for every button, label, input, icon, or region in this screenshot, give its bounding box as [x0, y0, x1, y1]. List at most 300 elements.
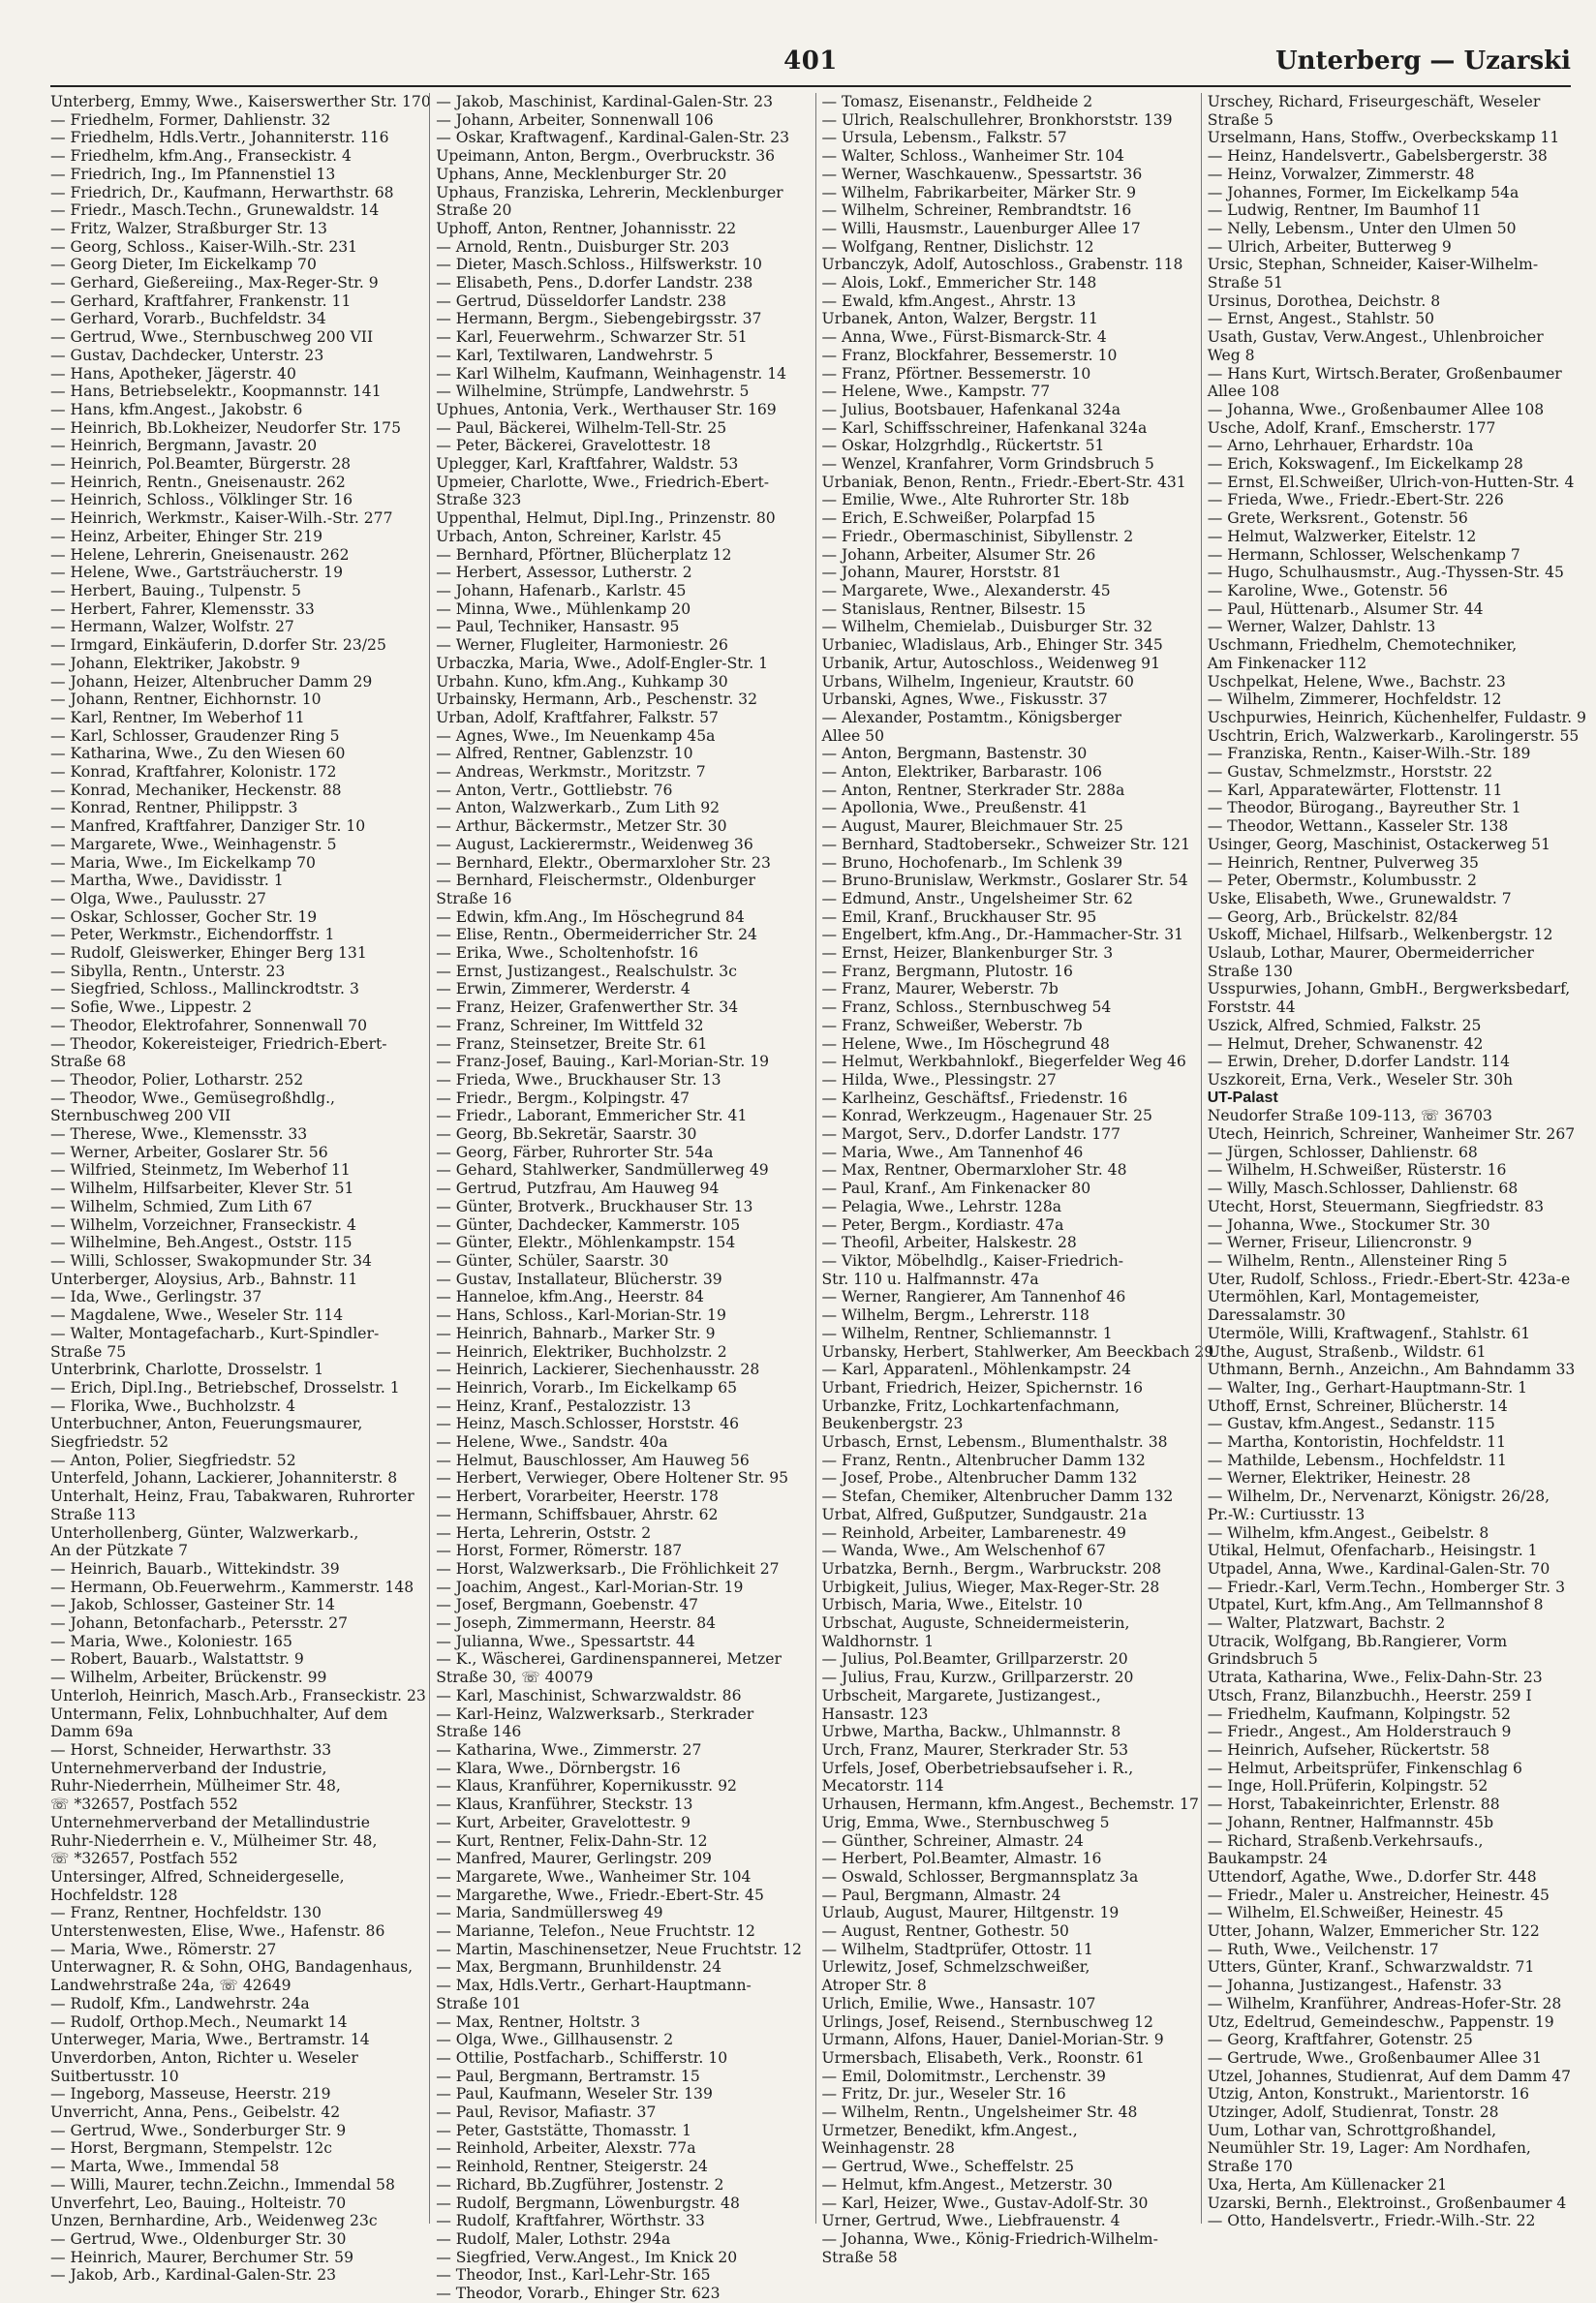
directory-entry: — Wilhelm, Arbeiter, Brückenstr. 99: [50, 1669, 327, 1687]
directory-entry: Unterbuchner, Anton, Feuerungsmaurer,: [50, 1415, 363, 1433]
directory-entry: — Maria, Wwe., Römerstr. 27: [50, 1940, 277, 1958]
directory-entry: — Ottilie, Postfacharb., Schifferstr. 10: [436, 2048, 728, 2067]
directory-entry: — Rudolf, Gleiswerker, Ehinger Berg 131: [50, 944, 367, 963]
directory-entry: — Johann, Rentner, Halfmannstr. 45b: [1207, 1813, 1494, 1831]
directory-entry: — Jürgen, Schlosser, Dahlienstr. 68: [1207, 1143, 1478, 1161]
directory-entry: — Ulrich, Realschullehrer, Bronkhorststr. 139: [821, 110, 1173, 129]
directory-entry: — Georg, Bb.Sekretär, Saarstr. 30: [436, 1125, 697, 1144]
directory-entry: — Heinrich, Bb.Lokheizer, Neudorfer Str. 175: [50, 418, 402, 437]
directory-entry: — Franz, Schreiner, Im Wittfeld 32: [436, 1016, 704, 1034]
directory-entry: Forststr. 44: [1207, 998, 1296, 1017]
directory-entry: Sternbuschweg 200 VII: [50, 1107, 231, 1125]
directory-entry: — Emil, Dolomitmstr., Lerchenstr. 39: [821, 2067, 1106, 2085]
directory-entry: — Herbert, Fahrer, Klemensstr. 33: [50, 599, 315, 618]
directory-entry: — Heinrich, Maurer, Berchumer Str. 59: [50, 2248, 354, 2266]
directory-entry: Straße 113: [50, 1505, 137, 1523]
directory-entry: — Manfred, Maurer, Gerlingstr. 209: [436, 1850, 712, 1868]
column-3: [815, 93, 1214, 2266]
directory-entry: — Gustav, Dachdecker, Unterstr. 23: [50, 346, 324, 364]
directory-entry: — Bernhard, Fleischermstr., Oldenburger: [436, 872, 755, 890]
directory-entry: — Friedr., Maler u. Anstreicher, Heinestr. 45: [1207, 1886, 1550, 1904]
directory-entry: Uschtrin, Erich, Walzwerkarb., Karolingerstr. 55: [1207, 726, 1580, 745]
directory-entry: — Gerhard, Kraftfahrer, Frankenstr. 11: [50, 292, 352, 310]
directory-entry: Unternehmerverband der Metallindustrie: [50, 1813, 371, 1831]
directory-entry: Urbaniak, Benon, Rentn., Friedr.-Ebert-Str. 431: [821, 473, 1186, 491]
directory-entry: — Hans, kfm.Angest., Jakobstr. 6: [50, 400, 303, 418]
directory-entry: — Gertrud, Düsseldorfer Landstr. 238: [436, 292, 726, 310]
directory-entry: Uthe, August, Straßenb., Wildstr. 61: [1207, 1342, 1487, 1361]
directory-entry: Damm 69a: [50, 1723, 134, 1741]
directory-entry: — Agnes, Wwe., Im Neuenkamp 45a: [436, 726, 716, 745]
directory-entry: — Wilhelm, El.Schweißer, Heinestr. 45: [1207, 1904, 1504, 1922]
directory-entry: — Horst, Tabakeinrichter, Erlenstr. 88: [1207, 1796, 1500, 1814]
directory-entry: Utzig, Anton, Konstrukt., Marientorstr. 16: [1207, 2085, 1530, 2103]
directory-entry: — Oswald, Schlosser, Bergmannsplatz 3a: [821, 1867, 1139, 1886]
directory-entry: — Gertrud, Wwe., Scheffelstr. 25: [821, 2158, 1075, 2176]
directory-entry: Straße 30, ☏ 40079: [436, 1669, 594, 1687]
directory-entry: — Alois, Lokf., Emmericher Str. 148: [821, 274, 1097, 292]
directory-entry: — Gertrud, Wwe., Oldenburger Str. 30: [50, 2229, 347, 2248]
directory-entry: — Johannes, Former, Im Eickelkamp 54a: [1207, 183, 1519, 201]
directory-entry: — Günther, Schreiner, Almastr. 24: [821, 1831, 1084, 1850]
directory-entry: — Bernhard, Stadtobersekr., Schweizer Str. 121: [821, 835, 1191, 853]
directory-entry: — Margarete, Wwe., Alexanderstr. 45: [821, 581, 1111, 599]
directory-entry: Urbatzka, Bernh., Bergm., Warbruckstr. 208: [821, 1559, 1162, 1578]
directory-entry: — Herta, Lehrerin, Oststr. 2: [436, 1523, 652, 1542]
directory-entry: UT-Palast: [1207, 1089, 1278, 1106]
directory-entry: — Friedrich, Ing., Im Pfannenstiel 13: [50, 165, 336, 183]
directory-entry: — Elisabeth, Pens., D.dorfer Landstr. 238: [436, 274, 753, 292]
directory-entry: — Paul, Bergmann, Bertramstr. 15: [436, 2067, 700, 2085]
directory-entry: Neumühler Str. 19, Lager: Am Nordhafen,: [1207, 2139, 1531, 2158]
directory-entry: — Gustav, Installateur, Blücherstr. 39: [436, 1270, 722, 1288]
directory-entry: Urbat, Alfred, Gußputzer, Sundgaustr. 21a: [821, 1505, 1148, 1523]
directory-entry: — Paul, Bergmann, Almastr. 24: [821, 1886, 1061, 1904]
directory-entry: Str. 110 u. Halfmannstr. 47a: [821, 1270, 1039, 1288]
directory-entry: — Friedr., Bergm., Kolpingstr. 47: [436, 1089, 691, 1107]
directory-entry: — Florika, Wwe., Buchholzstr. 4: [50, 1397, 296, 1415]
directory-entry: Urban, Adolf, Kraftfahrer, Falkstr. 57: [436, 708, 719, 726]
directory-entry: — Erich, Kokswagenf., Im Eickelkamp 28: [1207, 455, 1523, 474]
directory-entry: Unternehmerverband der Industrie,: [50, 1759, 327, 1777]
directory-entry: Urbscheit, Margarete, Justizangest.,: [821, 1686, 1101, 1704]
directory-entry: Urmetzer, Benedikt, kfm.Angest.,: [821, 2121, 1078, 2139]
directory-entry: Unverricht, Anna, Pens., Geibelstr. 42: [50, 2103, 341, 2122]
directory-entry: — Ernst, Justizangest., Realschulstr. 3c: [436, 962, 737, 980]
directory-entry: Weinhagenstr. 28: [821, 2139, 955, 2158]
directory-entry: — Julius, Frau, Kurzw., Grillparzerstr. 20: [821, 1669, 1134, 1687]
directory-entry: Uphans, Anne, Mecklenburger Str. 20: [436, 165, 727, 183]
directory-entry: — Franziska, Rentn., Kaiser-Wilh.-Str. 189: [1207, 745, 1531, 763]
directory-entry: — Siegfried, Verw.Angest., Im Knick 20: [436, 2248, 738, 2266]
directory-entry: — Gertrud, Wwe., Sonderburger Str. 9: [50, 2121, 347, 2139]
directory-entry: Ursic, Stephan, Schneider, Kaiser-Wilhelm-: [1207, 256, 1539, 274]
directory-entry: — Wanda, Wwe., Am Welschenhof 67: [821, 1542, 1106, 1560]
directory-entry: Usinger, Georg, Maschinist, Ostackerweg 51: [1207, 835, 1551, 853]
directory-entry: Uttendorf, Agathe, Wwe., D.dorfer Str. 448: [1207, 1867, 1537, 1886]
directory-entry: — Martha, Wwe., Davidisstr. 1: [50, 872, 284, 890]
directory-entry: Utermöhlen, Karl, Montagemeister,: [1207, 1288, 1480, 1306]
directory-entry: — Erika, Wwe., Scholtenhofstr. 16: [436, 944, 699, 963]
directory-entry: Landwehrstraße 24a, ☏ 42649: [50, 1977, 292, 1995]
directory-entry: — Elise, Rentn., Obermeiderricher Str. 24: [436, 926, 757, 944]
directory-entry: — Wilhelm, Chemielab., Duisburger Str. 32: [821, 618, 1153, 636]
directory-entry: — Heinrich, Elektriker, Buchholzstr. 2: [436, 1342, 727, 1361]
directory-entry: — Kurt, Rentner, Felix-Dahn-Str. 12: [436, 1831, 708, 1850]
directory-entry: Urbansky, Herbert, Stahlwerker, Am Beeckbach 29: [821, 1342, 1214, 1361]
directory-entry: Unterberger, Aloysius, Arb., Bahnstr. 11: [50, 1270, 358, 1288]
directory-entry: — Paul, Kaufmann, Weseler Str. 139: [436, 2085, 713, 2103]
directory-entry: — Karl, Schlosser, Graudenzer Ring 5: [50, 726, 340, 745]
directory-entry: — Heinrich, Pol.Beamter, Bürgerstr. 28: [50, 455, 352, 474]
directory-entry: — Reinhold, Rentner, Steigerstr. 24: [436, 2158, 708, 2176]
directory-entry: Utpadel, Anna, Wwe., Kardinal-Galen-Str. 70: [1207, 1559, 1550, 1578]
directory-entry: — Georg, Schloss., Kaiser-Wilh.-Str. 231: [50, 237, 358, 256]
directory-entry: — Katharina, Wwe., Zimmerstr. 27: [436, 1740, 702, 1759]
running-head: Unterberg — Uzarski: [1274, 46, 1571, 76]
directory-entry: — Hans, Apotheker, Jägerstr. 40: [50, 364, 296, 383]
directory-entry: — Johann, Rentner, Eichhornstr. 10: [50, 691, 322, 709]
directory-entry: Baukampstr. 24: [1207, 1850, 1328, 1868]
directory-entry: — Rudolf, Bergmann, Löwenburgstr. 48: [436, 2194, 740, 2212]
directory-entry: — Wilhelm, Schreiner, Rembrandtstr. 16: [821, 201, 1132, 220]
directory-entry: — Theodor, Vorarb., Ehinger Str. 623: [436, 2285, 721, 2303]
directory-entry: Utermöle, Willi, Kraftwagenf., Stahlstr. 61: [1207, 1324, 1531, 1342]
directory-entry: — Margot, Serv., D.dorfer Landstr. 177: [821, 1125, 1121, 1144]
directory-entry: Uphaus, Franziska, Lehrerin, Mecklenburger: [436, 183, 783, 201]
directory-entry: — Günter, Brotverk., Bruckhauser Str. 13: [436, 1197, 753, 1215]
directory-entry: — Werner, Waschkauenw., Spessartstr. 36: [821, 165, 1143, 183]
directory-entry: — Peter, Bäckerei, Gravelottestr. 18: [436, 437, 711, 455]
directory-entry: — Klaus, Kranführer, Kopernikusstr. 92: [436, 1777, 737, 1796]
directory-entry: — Robert, Bauarb., Walstattstr. 9: [50, 1650, 304, 1669]
directory-entry: — Josef, Bergmann, Goebenstr. 47: [436, 1596, 699, 1614]
directory-entry: — Herbert, Pol.Beamter, Almastr. 16: [821, 1850, 1102, 1868]
directory-entry: An der Pützkate 7: [50, 1542, 189, 1560]
directory-entry: — Karl, Apparatewärter, Flottenstr. 11: [1207, 781, 1503, 799]
directory-entry: — Margarete, Wwe., Weinhagenstr. 5: [50, 835, 337, 853]
directory-entry: Unterberg, Emmy, Wwe., Kaiserswerther Str. 170: [50, 93, 431, 110]
directory-entry: Urner, Gertrud, Wwe., Liebfrauenstr. 4: [821, 2212, 1120, 2230]
directory-entry: — Ernst, Angest., Stahlstr. 50: [1207, 310, 1435, 328]
directory-entry: — Theodor, Inst., Karl-Lehr-Str. 165: [436, 2266, 711, 2285]
directory-entry: Uum, Lothar van, Schrottgroßhandel,: [1207, 2121, 1497, 2139]
page-number: 401: [783, 46, 838, 76]
directory-entry: — Stanislaus, Rentner, Bilsestr. 15: [821, 599, 1087, 618]
directory-entry: — Klaus, Kranführer, Steckstr. 13: [436, 1796, 693, 1814]
directory-entry: — Maria, Wwe., Koloniestr. 165: [50, 1632, 292, 1650]
directory-entry: — Hermann, Ob.Feuerwehrm., Kammerstr. 148: [50, 1578, 414, 1596]
directory-entry: Beukenbergstr. 23: [821, 1415, 964, 1433]
directory-entry: — Hans, Betriebselektr., Koopmannstr. 141: [50, 383, 382, 401]
directory-entry: Uplegger, Karl, Kraftfahrer, Waldstr. 53: [436, 455, 739, 474]
directory-entry: — Wilhelm, H.Schweißer, Rüsterstr. 16: [1207, 1161, 1507, 1180]
directory-entry: Usath, Gustav, Verw.Angest., Uhlenbroicher: [1207, 328, 1544, 347]
directory-entry: ☏ *32657, Postfach 552: [50, 1850, 238, 1868]
directory-entry: — Karl-Heinz, Walzwerksarb., Sterkrader: [436, 1704, 754, 1723]
directory-entry: Unverdorben, Anton, Richter u. Weseler: [50, 2048, 358, 2067]
directory-entry: — Apollonia, Wwe., Preußenstr. 41: [821, 799, 1089, 817]
directory-entry: — Johanna, Justizangest., Hafenstr. 33: [1207, 1977, 1502, 1995]
directory-entry: Straße 101: [436, 1994, 522, 2012]
directory-entry: — Maria, Sandmüllersweg 49: [436, 1904, 663, 1922]
directory-entry: Mecatorstr. 114: [821, 1777, 944, 1796]
directory-entry: Straße 58: [821, 2248, 898, 2266]
directory-entry: Straße 130: [1207, 962, 1293, 980]
directory-entry: — Johanna, Wwe., Stockumer Str. 30: [1207, 1215, 1490, 1234]
directory-entry: — Wilhelm, Dr., Nervenarzt, Königstr. 26/28,: [1207, 1488, 1550, 1506]
directory-entry: — Marta, Wwe., Immendal 58: [50, 2158, 280, 2176]
directory-entry: Uthoff, Ernst, Schreiner, Blücherstr. 14: [1207, 1397, 1508, 1415]
directory-entry: Utecht, Horst, Steuermann, Siegfriedstr. 83: [1207, 1197, 1545, 1215]
directory-entry: — Oskar, Holzgrhdlg., Rückertstr. 51: [821, 437, 1105, 455]
directory-entry: — Helene, Wwe., Im Höschegrund 48: [821, 1034, 1110, 1053]
directory-entry: — Friedr., Masch.Techn., Grunewaldstr. 14: [50, 201, 380, 220]
directory-entry: — Johann, Arbeiter, Alsumer Str. 26: [821, 545, 1096, 564]
directory-entry: — Konrad, Mechaniker, Heckenstr. 88: [50, 781, 342, 799]
directory-entry: — Arnold, Rentn., Duisburger Str. 203: [436, 237, 730, 256]
directory-entry: — Oskar, Kraftwagenf., Kardinal-Galen-Str. 23: [436, 129, 790, 147]
directory-entry: Urbanek, Anton, Walzer, Bergstr. 11: [821, 310, 1098, 328]
directory-entry: — Anna, Wwe., Fürst-Bismarck-Str. 4: [821, 328, 1107, 347]
directory-entry: — Bernhard, Pförtner, Blücherplatz 12: [436, 545, 732, 564]
directory-entry: — Heinrich, Rentner, Pulverweg 35: [1207, 853, 1479, 872]
directory-entry: — Rudolf, Maler, Lothstr. 294a: [436, 2229, 671, 2248]
directory-entry: — Franz, Schloss., Sternbuschweg 54: [821, 998, 1112, 1017]
directory-entry: — Franz, Maurer, Weberstr. 7b: [821, 980, 1059, 998]
directory-entry: Urschey, Richard, Friseurgeschäft, Weseler: [1207, 93, 1541, 110]
directory-entry: — Erich, Dipl.Ing., Betriebschef, Drosselstr. 1: [50, 1378, 400, 1397]
directory-entry: — Paul, Kranf., Am Finkenacker 80: [821, 1180, 1091, 1198]
directory-entry: — Friedhelm, Former, Dahlienstr. 32: [50, 110, 331, 129]
directory-entry: Neudorfer Straße 109-113, ☏ 36703: [1207, 1107, 1492, 1125]
directory-entry: — Helene, Wwe., Kampstr. 77: [821, 383, 1051, 401]
directory-entry: — Ruth, Wwe., Veilchenstr. 17: [1207, 1940, 1439, 1958]
directory-entry: — Günter, Elektr., Möhlenkampstr. 154: [436, 1234, 736, 1252]
directory-entry: Urlings, Josef, Reisend., Sternbuschweg 12: [821, 2012, 1153, 2031]
directory-entry: — Olga, Wwe., Gillhausenstr. 2: [436, 2031, 674, 2049]
directory-entry: — Georg Dieter, Im Eickelkamp 70: [50, 256, 317, 274]
directory-entry: — Ernst, Heizer, Blankenburger Str. 3: [821, 944, 1114, 963]
directory-entry: — Julianna, Wwe., Spessartstr. 44: [436, 1632, 695, 1650]
directory-entry: — Anton, Polier, Siegfriedstr. 52: [50, 1451, 296, 1469]
directory-entry: — Karl, Apparatenl., Möhlenkampstr. 24: [821, 1361, 1131, 1379]
directory-entry: — Ewald, kfm.Angest., Ahrstr. 13: [821, 292, 1077, 310]
directory-entry: — Helmut, kfm.Angest., Metzerstr. 30: [821, 2175, 1113, 2194]
directory-entry: — Johanna, Wwe., Großenbaumer Allee 108: [1207, 400, 1545, 418]
directory-entry: — Ingeborg, Masseuse, Heerstr. 219: [50, 2085, 331, 2103]
directory-entry: — Walter, Platzwart, Bachstr. 2: [1207, 1614, 1446, 1633]
directory-entry: — Hermann, Schiffsbauer, Ahrstr. 62: [436, 1505, 719, 1523]
directory-entry: — Ida, Wwe., Gerlingstr. 37: [50, 1288, 262, 1306]
directory-entry: Urbant, Friedrich, Heizer, Spichernstr. 16: [821, 1378, 1144, 1397]
directory-entry: — Richard, Bb.Zugführer, Jostenstr. 2: [436, 2175, 724, 2194]
directory-entry: — Therese, Wwe., Klemensstr. 33: [50, 1125, 308, 1144]
directory-entry: Uschpurwies, Heinrich, Küchenhelfer, Fuldastr. 9: [1207, 708, 1586, 726]
directory-entry: — Franz-Josef, Bauing., Karl-Morian-Str. 19: [436, 1053, 770, 1071]
directory-entry: — Sibylla, Rentn., Unterstr. 23: [50, 962, 286, 980]
directory-entry: — Gehard, Stahlwerker, Sandmüllerweg 49: [436, 1161, 769, 1180]
directory-entry: Waldhornstr. 1: [821, 1632, 935, 1650]
directory-entry: Unverfehrt, Leo, Bauing., Holteistr. 70: [50, 2194, 347, 2212]
directory-entry: Urlich, Emilie, Wwe., Hansastr. 107: [821, 1994, 1096, 2012]
directory-entry: — Karl Wilhelm, Kaufmann, Weinhagenstr. 14: [436, 364, 787, 383]
directory-entry: — Theodor, Polier, Lotharstr. 252: [50, 1070, 304, 1089]
directory-entry: — Friedr., Angest., Am Holderstrauch 9: [1207, 1723, 1512, 1741]
directory-entry: — Gertrud, Putzfrau, Am Hauweg 94: [436, 1180, 720, 1198]
directory-entry: — Franz, Rentn., Altenbrucher Damm 132: [821, 1451, 1146, 1469]
directory-entry: — Max, Rentner, Obermarxloher Str. 48: [821, 1161, 1127, 1180]
directory-entry: — Martin, Maschinensetzer, Neue Fruchtstr. 12: [436, 1940, 802, 1958]
directory-entry: — Sofie, Wwe., Lippestr. 2: [50, 998, 253, 1017]
directory-entry: Urbasch, Ernst, Lebensm., Blumenthalstr. 38: [821, 1433, 1168, 1452]
directory-entry: Straße 51: [1207, 274, 1283, 292]
directory-entry: — Oskar, Schlosser, Gocher Str. 19: [50, 907, 318, 926]
directory-entry: — Johann, Heizer, Altenbrucher Damm 29: [50, 672, 373, 691]
directory-entry: — Rudolf, Kraftfahrer, Wörthstr. 33: [436, 2212, 705, 2230]
directory-entry: — Inge, Holl.Prüferin, Kolpingstr. 52: [1207, 1777, 1489, 1796]
directory-entry: — Siegfried, Schloss., Mallinckrodtstr. 3: [50, 980, 359, 998]
directory-entry: ☏ *32657, Postfach 552: [50, 1796, 238, 1814]
directory-entry: — Gertrud, Wwe., Sternbuschweg 200 VII: [50, 328, 374, 347]
directory-entry: — Viktor, Möbelhdlg., Kaiser-Friedrich-: [821, 1252, 1124, 1270]
directory-entry: Uter, Rudolf, Schloss., Friedr.-Ebert-Str. 423a-e: [1207, 1270, 1571, 1288]
directory-entry: — Paul, Hüttenarb., Alsumer Str. 44: [1207, 599, 1484, 618]
directory-entry: — Wilhelm, Bergm., Lehrerstr. 118: [821, 1306, 1090, 1325]
directory-entry: — Franz, Rentner, Hochfeldstr. 130: [50, 1904, 322, 1922]
directory-entry: — Theodor, Kokereisteiger, Friedrich-Ebert-: [50, 1034, 387, 1053]
directory-entry: Utracik, Wolfgang, Bb.Rangierer, Vorm: [1207, 1632, 1508, 1650]
directory-entry: — Franz, Schweißer, Weberstr. 7b: [821, 1016, 1083, 1034]
directory-entry: — Alfred, Rentner, Gablenzstr. 10: [436, 745, 693, 763]
directory-entry: — Wilhelm, kfm.Angest., Geibelstr. 8: [1207, 1523, 1489, 1542]
directory-entry: Unterloh, Heinrich, Masch.Arb., Franseckistr. 23: [50, 1686, 426, 1704]
directory-entry: — Werner, Flugleiter, Harmoniestr. 26: [436, 636, 728, 655]
directory-entry: — Karl, Feuerwehrm., Schwarzer Str. 51: [436, 328, 748, 347]
directory-entry: — Frieda, Wwe., Bruckhauser Str. 13: [436, 1070, 721, 1089]
directory-entry: — Max, Hdls.Vertr., Gerhart-Hauptmann-: [436, 1977, 752, 1995]
directory-entry: Straße 68: [50, 1053, 127, 1071]
directory-entry: — Arthur, Bäckermstr., Metzer Str. 30: [436, 817, 727, 836]
directory-entry: — Karl, Heizer, Wwe., Gustav-Adolf-Str. 30: [821, 2194, 1149, 2212]
directory-entry: Upeimann, Anton, Bergm., Overbruckstr. 36: [436, 147, 776, 166]
directory-entry: Daressalamstr. 30: [1207, 1306, 1346, 1325]
directory-entry: Unterstenwesten, Elise, Wwe., Hafenstr. 86: [50, 1922, 385, 1941]
directory-entry: Straße 323: [436, 491, 522, 509]
directory-entry: — Emil, Kranf., Bruckhauser Str. 95: [821, 907, 1097, 926]
directory-entry: — Andreas, Werkmstr., Moritzstr. 7: [436, 763, 706, 782]
directory-entry: — Johann, Betonfacharb., Petersstr. 27: [50, 1614, 349, 1633]
directory-entry: — Joachim, Angest., Karl-Morian-Str. 19: [436, 1578, 744, 1596]
directory-entry: — Reinhold, Arbeiter, Lambarenestr. 49: [821, 1523, 1126, 1542]
directory-entry: — Frieda, Wwe., Friedr.-Ebert-Str. 226: [1207, 491, 1504, 509]
directory-entry: — Nelly, Lebensm., Unter den Ulmen 50: [1207, 219, 1517, 237]
directory-entry: Allee 108: [1207, 383, 1280, 401]
directory-entry: — Paul, Revisor, Mafiastr. 37: [436, 2103, 657, 2122]
directory-entry: — August, Maurer, Bleichmauer Str. 25: [821, 817, 1123, 836]
directory-entry: — Gerhard, Vorarb., Buchfeldstr. 34: [50, 310, 326, 328]
directory-entry: Urfels, Josef, Oberbetriebsaufseher i. R.,: [821, 1759, 1134, 1777]
directory-entry: — Walter, Schloss., Wanheimer Str. 104: [821, 147, 1124, 166]
directory-entry: — Manfred, Kraftfahrer, Danziger Str. 10: [50, 817, 366, 836]
directory-entry: — Franz, Pförtner. Bessemerstr. 10: [821, 364, 1091, 383]
directory-entry: — Johann, Maurer, Horststr. 81: [821, 564, 1062, 582]
directory-entry: — Peter, Werkmstr., Eichendorffstr. 1: [50, 926, 335, 944]
directory-entry: — Helmut, Bauschlosser, Am Hauweg 56: [436, 1451, 750, 1469]
directory-entry: — Joseph, Zimmermann, Heerstr. 84: [436, 1614, 717, 1633]
directory-entry: — Wilhelm, Rentn., Allensteiner Ring 5: [1207, 1252, 1508, 1270]
directory-entry: — Friedhelm, Hdls.Vertr., Johanniterstr. 116: [50, 129, 389, 147]
directory-entry: — Bruno, Hochofenarb., Im Schlenk 39: [821, 853, 1123, 872]
directory-entry: — Julius, Bootsbauer, Hafenkanal 324a: [821, 400, 1121, 418]
directory-entry: Uszkoreit, Erna, Verk., Weseler Str. 30h: [1207, 1070, 1514, 1089]
directory-entry: — Karlheinz, Geschäftsf., Friedenstr. 16: [821, 1089, 1128, 1107]
directory-entry: — Hanneloe, kfm.Ang., Heerstr. 84: [436, 1288, 704, 1306]
directory-entry: Uszick, Alfred, Schmied, Falkstr. 25: [1207, 1016, 1482, 1034]
directory-entry: — Jakob, Arb., Kardinal-Galen-Str. 23: [50, 2266, 337, 2285]
directory-entry: — Reinhold, Arbeiter, Alexstr. 77a: [436, 2139, 696, 2158]
directory-entry: Urbigkeit, Julius, Wieger, Max-Reger-Str. 28: [821, 1578, 1160, 1596]
directory-entry: Urbans, Wilhelm, Ingenieur, Krautstr. 60: [821, 672, 1134, 691]
directory-entry: Urbaniec, Wladislaus, Arb., Ehinger Str. 345: [821, 636, 1163, 655]
directory-entry: — Konrad, Kraftfahrer, Kolonistr. 172: [50, 763, 337, 782]
directory-entry: — Heinz, Vorwalzer, Zimmerstr. 48: [1207, 165, 1475, 183]
directory-entry: Unzen, Bernhardine, Arb., Weidenweg 23c: [50, 2212, 378, 2230]
directory-entry: Urbanczyk, Adolf, Autoschloss., Grabenstr. 118: [821, 256, 1183, 274]
directory-entry: — Helene, Lehrerin, Gneisenaustr. 262: [50, 545, 350, 564]
directory-entry: Urch, Franz, Maurer, Sterkrader Str. 53: [821, 1740, 1129, 1759]
directory-entry: Straße 5: [1207, 110, 1274, 129]
directory-entry: Upmeier, Charlotte, Wwe., Friedrich-Ebert-: [436, 473, 770, 491]
directory-entry: — Hermann, Bergm., Siebengebirgsstr. 37: [436, 310, 762, 328]
directory-entry: — Theodor, Elektrofahrer, Sonnenwall 70: [50, 1016, 368, 1034]
directory-entry: Unterhalt, Heinz, Frau, Tabakwaren, Ruhrorter: [50, 1488, 414, 1506]
directory-entry: — Horst, Schneider, Herwarthstr. 33: [50, 1740, 332, 1759]
directory-entry: — Otto, Handelsvertr., Friedr.-Wilh.-Str. 22: [1207, 2212, 1536, 2230]
directory-entry: — Wilfried, Steinmetz, Im Weberhof 11: [50, 1161, 351, 1180]
directory-entry: Urbanik, Artur, Autoschloss., Weidenweg 91: [821, 654, 1161, 672]
directory-entry: — Paul, Techniker, Hansastr. 95: [436, 618, 680, 636]
directory-entry: Am Finkenacker 112: [1207, 654, 1367, 672]
directory-entry: Urig, Emma, Wwe., Sternbuschweg 5: [821, 1813, 1110, 1831]
directory-entry: — Werner, Friseur, Liliencronstr. 9: [1207, 1234, 1472, 1252]
directory-entry: — Georg, Arb., Brückelstr. 82/84: [1207, 907, 1458, 926]
directory-entry: — Peter, Gaststätte, Thomasstr. 1: [436, 2121, 691, 2139]
directory-entry: — Minna, Wwe., Mühlenkamp 20: [436, 599, 691, 618]
directory-entry: — Franz, Blockfahrer, Bessemerstr. 10: [821, 346, 1118, 364]
directory-entry: — Horst, Walzwerksarb., Die Fröhlichkeit 27: [436, 1559, 780, 1578]
directory-entry: — Katharina, Wwe., Zu den Wiesen 60: [50, 745, 346, 763]
directory-entry: Utter, Johann, Walzer, Emmericher Str. 122: [1207, 1922, 1540, 1941]
directory-entry: — Peter, Bergm., Kordiastr. 47a: [821, 1215, 1064, 1234]
directory-entry: Uschpelkat, Helene, Wwe., Bachstr. 23: [1207, 672, 1506, 691]
directory-entry: — Werner, Walzer, Dahlstr. 13: [1207, 618, 1436, 636]
directory-entry: Urselmann, Hans, Stoffw., Overbeckskamp 11: [1207, 129, 1560, 147]
directory-entry: Untersinger, Alfred, Schneidergeselle,: [50, 1867, 345, 1886]
directory-entry: Unterhollenberg, Günter, Walzwerkarb.,: [50, 1523, 359, 1542]
directory-entry: — Emilie, Wwe., Alte Ruhrorter Str. 18b: [821, 491, 1129, 509]
directory-entry: — Heinz, Masch.Schlosser, Horststr. 46: [436, 1415, 739, 1433]
directory-entry: — Günter, Schüler, Saarstr. 30: [436, 1252, 669, 1270]
directory-entry: — Bruno-Brunislaw, Werkmstr., Goslarer Str. 54: [821, 872, 1188, 890]
directory-entry: — Wilhelmine, Beh.Angest., Oststr. 115: [50, 1234, 353, 1252]
directory-entry: — Ulrich, Arbeiter, Butterweg 9: [1207, 237, 1452, 256]
directory-entry: — Helmut, Walzwerker, Eitelstr. 12: [1207, 527, 1477, 545]
directory-entry: — Alexander, Postamtm., Königsberger: [821, 708, 1122, 726]
directory-entry: — Anton, Bergmann, Bastenstr. 30: [821, 745, 1088, 763]
directory-entry: Uphoff, Anton, Rentner, Johannisstr. 22: [436, 219, 737, 237]
directory-entry: Uslaub, Lothar, Maurer, Obermeiderricher: [1207, 944, 1534, 963]
